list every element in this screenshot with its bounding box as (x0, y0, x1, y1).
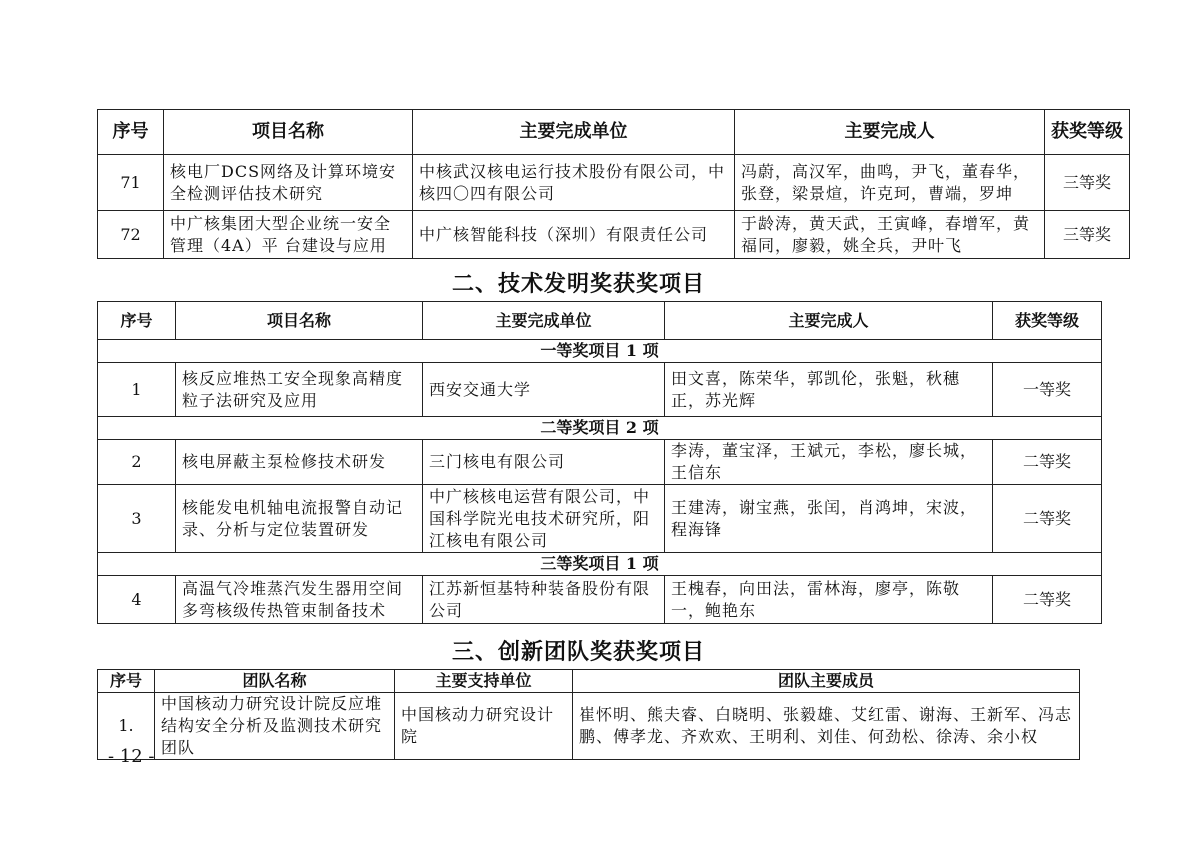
table-row (98, 440, 1102, 485)
header-cell: 序号 (98, 110, 164, 155)
award-level: 三等奖 (1045, 211, 1130, 259)
group-label: 二等奖项目 2 项 (98, 417, 1102, 440)
table-row (98, 363, 1102, 417)
header-cell: 主要支持单位 (395, 670, 573, 693)
row-number: 2 (98, 440, 176, 485)
table-row (98, 485, 1102, 553)
header-cell: 序号 (98, 670, 155, 693)
section-title-tech-invention: 二、技术发明奖获奖项目 (452, 272, 706, 297)
project-name: 中广核集团大型企业统一安全管理（4A）平 台建设与应用 (164, 211, 413, 259)
completing-persons: 王槐春，向田法，雷林海，廖亭，陈敬一，鲍艳东 (665, 576, 993, 624)
header-cell: 获奖等级 (1045, 110, 1130, 155)
table-row (98, 155, 1130, 211)
header-cell: 主要完成单位 (423, 302, 665, 340)
header-cell: 获奖等级 (993, 302, 1102, 340)
header-cell: 序号 (98, 302, 176, 340)
group-label: 三等奖项目 1 项 (98, 553, 1102, 576)
table-row (98, 693, 1080, 760)
award-level: 二等奖 (993, 576, 1102, 624)
team-members: 崔怀明、熊夫睿、白晓明、张毅雄、艾红雷、谢海、王新军、冯志鹏、傅孝龙、齐欢欢、王明利、刘佳、何劲松、徐涛、余小权 (573, 693, 1080, 760)
header-cell: 项目名称 (176, 302, 423, 340)
group-header-row (98, 417, 1102, 440)
section-title-innovation-team: 三、创新团队奖获奖项目 (452, 640, 706, 665)
completing-persons: 李涛，董宝泽，王斌元，李松，廖长城，王信东 (665, 440, 993, 485)
award-level: 二等奖 (993, 485, 1102, 553)
completing-persons: 王建涛，谢宝燕，张闰，肖鸿坤，宋波，程海锋 (665, 485, 993, 553)
completing-unit: 中广核核电运营有限公司，中国科学院光电技术研究所，阳江核电有限公司 (423, 485, 665, 553)
completing-unit: 中核武汉核电运行技术股份有限公司，中核四〇四有限公司 (413, 155, 735, 211)
project-name: 高温气冷堆蒸汽发生器用空间多弯核级传热管束制备技术 (176, 576, 423, 624)
completing-unit: 江苏新恒基特种装备股份有限公司 (423, 576, 665, 624)
row-number: 4 (98, 576, 176, 624)
header-cell: 项目名称 (164, 110, 413, 155)
project-name: 核电厂DCS网络及计算环境安全检测评估技术研究 (164, 155, 413, 211)
table-row (98, 576, 1102, 624)
header-cell: 团队名称 (155, 670, 395, 693)
header-cell: 主要完成单位 (413, 110, 735, 155)
table-header-row (98, 110, 1130, 155)
completing-persons: 于龄涛，黄天武，王寅峰，春增军，黄福同，廖毅，姚全兵，尹叶飞 (735, 211, 1045, 259)
team-name: 中国核动力研究设计院反应堆结构安全分析及监测技术研究团队 (155, 693, 395, 760)
row-number: 71 (98, 155, 164, 211)
group-header-row (98, 340, 1102, 363)
table-row (98, 211, 1130, 259)
header-cell: 团队主要成员 (573, 670, 1080, 693)
completing-unit: 西安交通大学 (423, 363, 665, 417)
completing-persons: 冯蔚，高汉军，曲鸣，尹飞，董春华，张登，梁景煊，许克珂，曹端，罗坤 (735, 155, 1045, 211)
row-number: 3 (98, 485, 176, 553)
header-cell: 主要完成人 (665, 302, 993, 340)
project-name: 核电屏蔽主泵检修技术研发 (176, 440, 423, 485)
table-header-row (98, 670, 1080, 693)
completing-persons: 田文喜，陈荣华，郭凯伦，张魁，秋穗正，苏光辉 (665, 363, 993, 417)
completing-unit: 三门核电有限公司 (423, 440, 665, 485)
project-name: 核反应堆热工安全现象高精度粒子法研究及应用 (176, 363, 423, 417)
award-level: 三等奖 (1045, 155, 1130, 211)
row-number: 1. (98, 693, 155, 760)
supporting-unit: 中国核动力研究设计院 (395, 693, 573, 760)
project-name: 核能发电机轴电流报警自动记录、分析与定位装置研发 (176, 485, 423, 553)
tech-invention-table (97, 301, 1102, 624)
group-label: 一等奖项目 1 项 (98, 340, 1102, 363)
row-number: 1 (98, 363, 176, 417)
row-number: 72 (98, 211, 164, 259)
group-header-row (98, 553, 1102, 576)
award-level: 二等奖 (993, 440, 1102, 485)
award-level: 一等奖 (993, 363, 1102, 417)
page-number: - 12 - (108, 746, 155, 767)
completing-unit: 中广核智能科技（深圳）有限责任公司 (413, 211, 735, 259)
header-cell: 主要完成人 (735, 110, 1045, 155)
innovation-team-table (97, 669, 1080, 760)
table-header-row (98, 302, 1102, 340)
awards-table-continued (97, 109, 1130, 259)
